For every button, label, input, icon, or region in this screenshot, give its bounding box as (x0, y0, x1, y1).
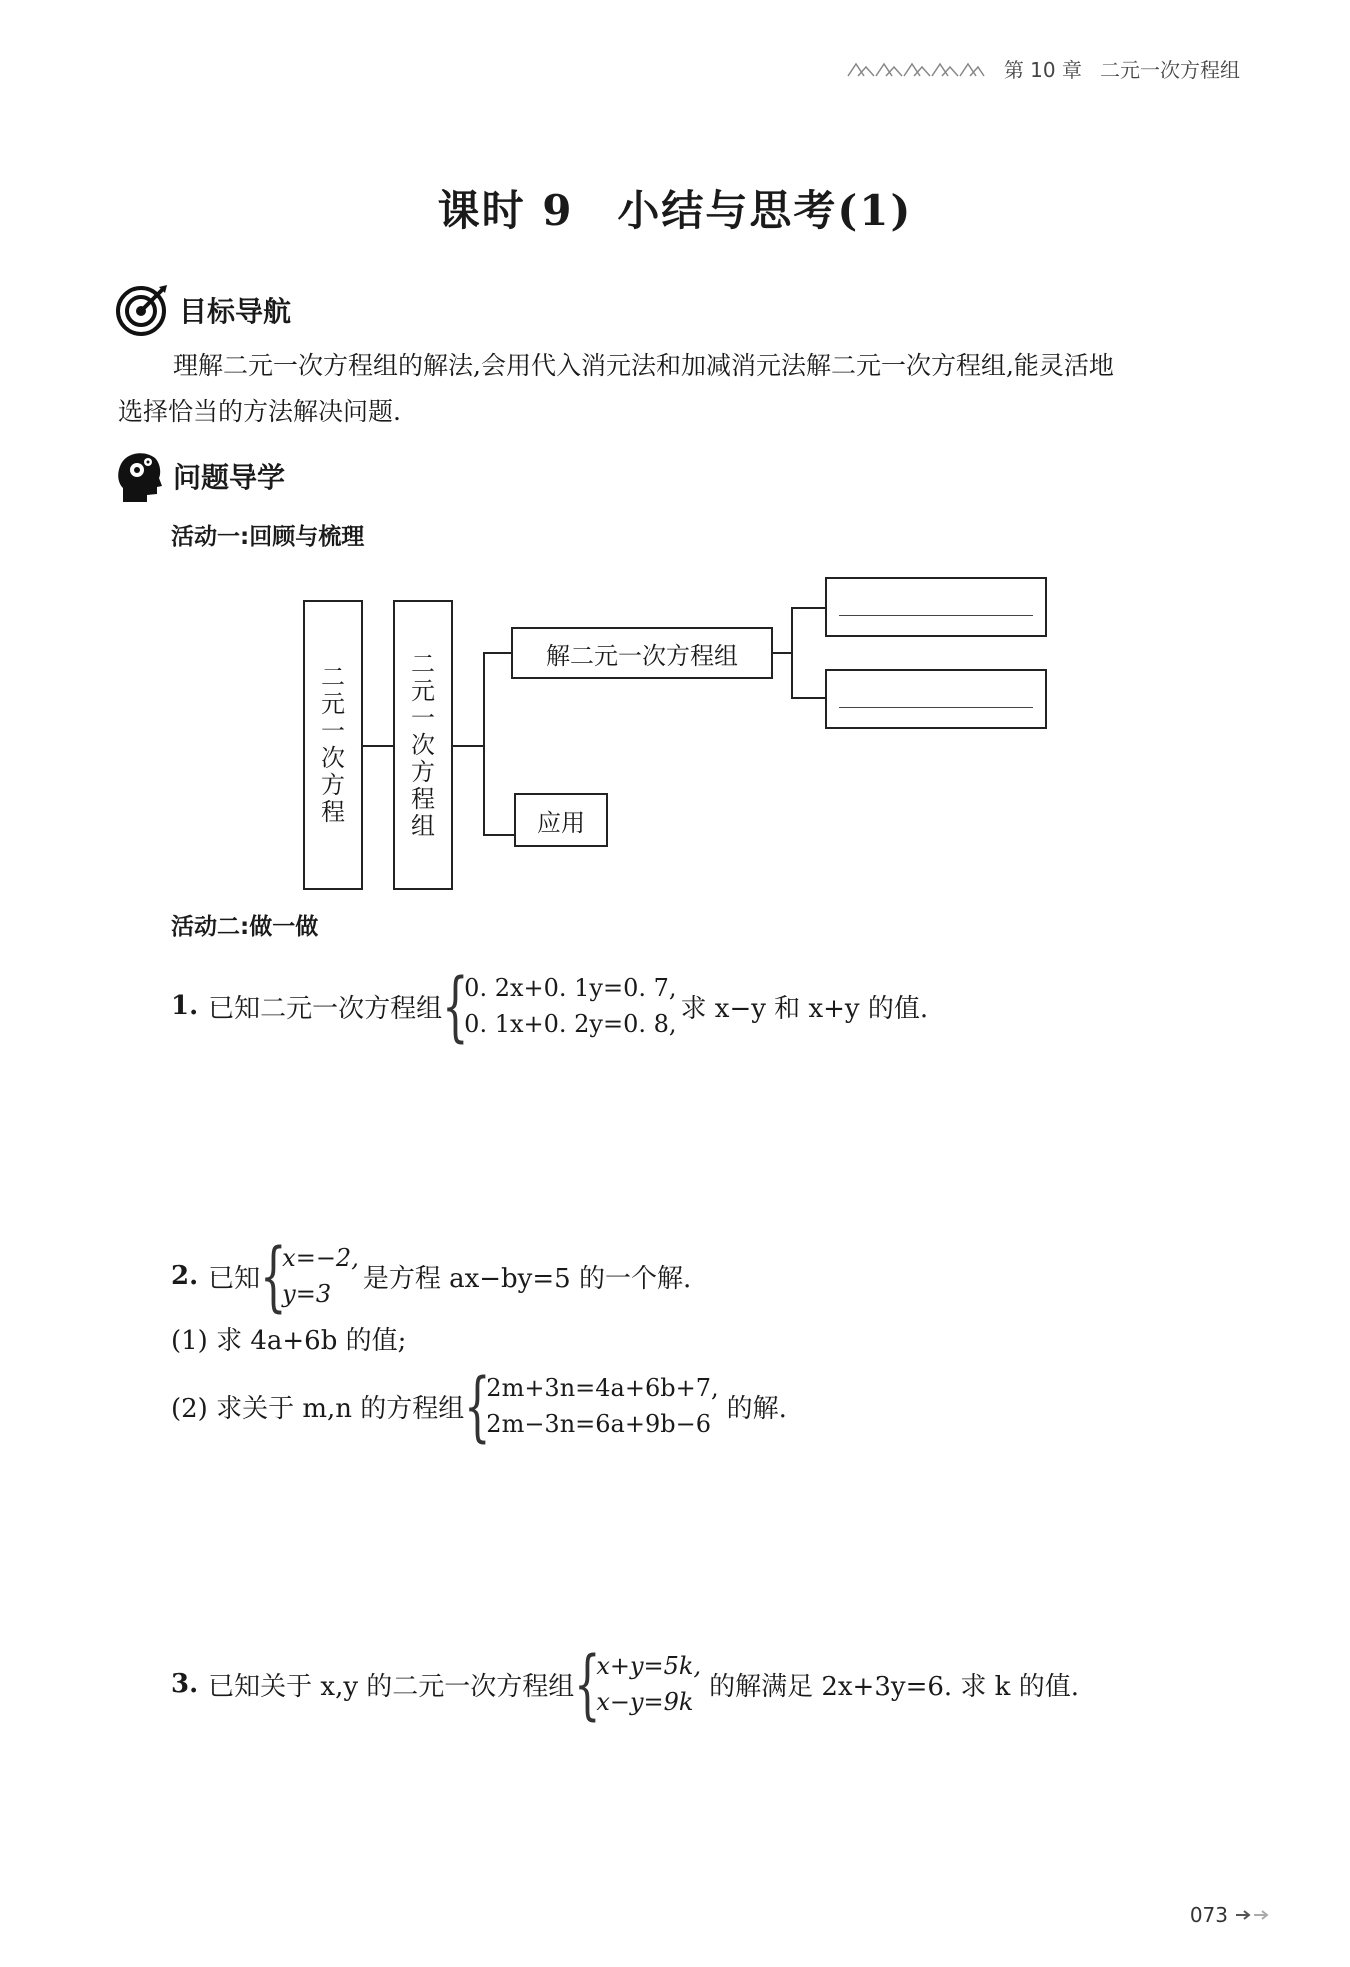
question-text: 已知关于 x,y 的二元一次方程组 (208, 1671, 575, 1702)
chapter-number: 第 10 章 (1003, 58, 1082, 82)
connector (483, 652, 485, 836)
question-text: 求 x−y 和 x+y 的值. (680, 993, 929, 1024)
connector (453, 745, 483, 747)
vertical-char: 元 (321, 690, 345, 718)
equation-line: 2m−3n=6a+9b−6 (486, 1410, 711, 1438)
question-text: 的解. (726, 1393, 787, 1424)
question-text: 已知 (208, 1263, 261, 1294)
page-number: 073 (1189, 1903, 1228, 1927)
target-icon (115, 283, 169, 337)
vertical-char: 二 (321, 663, 345, 691)
vertical-char: 二 (411, 649, 435, 678)
box-equation-system-label (395, 651, 451, 840)
blank-method-box-2 (825, 669, 1047, 729)
vertical-char: 程 (321, 798, 345, 826)
equation-system (464, 974, 676, 1038)
box-equation-label (305, 664, 361, 826)
connector (483, 834, 515, 836)
vertical-char: 方 (321, 771, 345, 799)
vertical-char: 一 (321, 717, 345, 745)
brace: { (574, 1639, 601, 1728)
blank-method-box-1 (825, 577, 1047, 637)
chapter-title: 二元一次方程组 (1100, 58, 1240, 82)
connector (773, 652, 793, 654)
brace: { (464, 1361, 491, 1450)
box-equation-system (393, 600, 453, 890)
connector (791, 607, 825, 609)
equation-line: 0. 1x+0. 2y=0. 8, (464, 1010, 677, 1038)
question-3 (171, 1638, 1079, 1730)
vertical-char: 一 (411, 703, 435, 732)
equation-line: x+y=5k, (596, 1652, 702, 1680)
vertical-char: 组 (411, 811, 435, 840)
connector (791, 697, 825, 699)
goal-text-line1: 理解二元一次方程组的解法,会用代入消元法和加减消元法解二元一次方程组,能灵活地 (173, 351, 1114, 380)
vertical-char: 方 (411, 757, 435, 786)
study-section-heading (115, 448, 285, 504)
box-equation (303, 600, 363, 890)
goal-text-line2: 选择恰当的方法解决问题. (118, 397, 401, 426)
answer-blank (839, 615, 1033, 616)
box-solve (511, 627, 773, 679)
connector (483, 652, 511, 654)
connector (791, 607, 793, 699)
question-2-part-2 (171, 1360, 787, 1452)
solve-label: 解二元一次方程组 (546, 641, 738, 670)
answer-blank (839, 707, 1033, 708)
goal-section-heading (115, 283, 291, 337)
brace: { (260, 1231, 287, 1320)
vertical-char: 程 (411, 784, 435, 813)
goal-heading: 目标导航 (179, 295, 292, 328)
apply-label: 应用 (537, 808, 585, 837)
question-2-part-1: (1) 求 4a+6b 的值; (171, 1326, 407, 1356)
page-number-area (1190, 1903, 1278, 1927)
equation-line: x=−2, (282, 1244, 359, 1272)
question-2 (171, 1230, 691, 1322)
activity2-label: 活动二:做一做 (171, 914, 319, 940)
connector (363, 745, 393, 747)
box-apply (514, 793, 608, 847)
question-1 (171, 960, 928, 1052)
question-text: 的解满足 2x+3y=6. 求 k 的值. (709, 1671, 1079, 1702)
arrow-right-icon (1234, 1908, 1278, 1922)
lesson-title: 课时 9 小结与思考(1) (437, 186, 913, 235)
equation-system (486, 1374, 718, 1438)
mountain-decoration-icon (846, 58, 986, 80)
vertical-char: 元 (411, 676, 435, 705)
equation-line: 2m+3n=4a+6b+7, (486, 1374, 719, 1402)
equation-line: y=3 (282, 1280, 332, 1308)
equation-line: 0. 2x+0. 1y=0. 7, (464, 974, 677, 1002)
study-heading: 问题导学 (173, 461, 286, 494)
knowledge-diagram (300, 575, 1060, 895)
equation-line: x−y=9k (596, 1688, 694, 1716)
question-number: 2. (171, 1261, 199, 1291)
vertical-char: 次 (411, 730, 435, 759)
vertical-char: 次 (321, 744, 345, 772)
head-gears-icon (115, 448, 163, 504)
question-number: 1. (171, 991, 199, 1021)
page-header (846, 54, 1240, 83)
question-text: 已知二元一次方程组 (208, 993, 443, 1024)
equation-system (596, 1652, 701, 1716)
activity1-label: 活动一:回顾与梳理 (171, 524, 365, 550)
question-text: 是方程 ax−by=5 的一个解. (362, 1263, 692, 1294)
question-number: 3. (171, 1669, 199, 1699)
brace: { (442, 961, 469, 1050)
equation-system (282, 1244, 359, 1308)
question-text: (2) 求关于 m,n 的方程组 (171, 1393, 465, 1424)
